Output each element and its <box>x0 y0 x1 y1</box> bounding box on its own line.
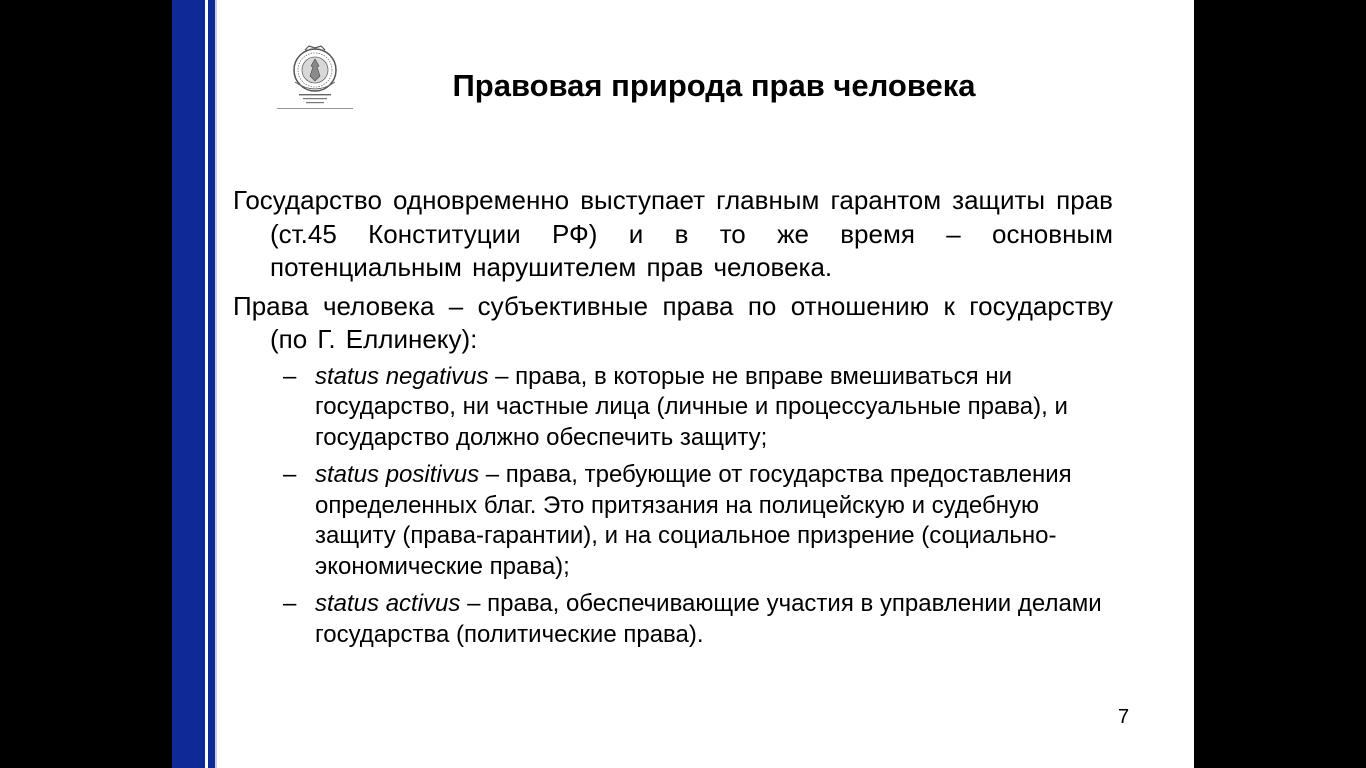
definition-status-activus: права, обеспечивающие участия в управлении делами государства (политические права). <box>315 590 1102 648</box>
slide-number: 7 <box>1118 706 1130 728</box>
term-status-positivus: status positivus <box>315 461 480 488</box>
term-separator: – <box>488 362 516 390</box>
list-dash: – <box>283 362 297 390</box>
slide <box>172 0 1194 768</box>
left-thin-stripe <box>208 0 215 768</box>
term-separator: – <box>460 590 488 617</box>
paragraph-subjective-rights: Права человека – субъективные права по отношению к государству (по Г. Еллинеку): <box>233 290 1113 354</box>
university-seal-icon <box>275 40 355 112</box>
left-blue-stripe <box>172 0 205 768</box>
term-status-activus: status activus <box>315 590 461 617</box>
list-item-status-activus <box>233 589 1113 650</box>
status-list <box>233 362 1113 651</box>
definition-status-negativus: права, в которые не вправе вмешиваться ни государство, ни частные лица (личные и процессуальные права), и государство должно обеспечить защиту; <box>315 362 1068 451</box>
list-dash: – <box>283 461 297 488</box>
stripe-edge <box>215 0 217 768</box>
slide-content <box>233 184 1113 657</box>
list-item-status-negativus <box>233 362 1113 454</box>
term-separator: – <box>479 461 506 488</box>
list-item-status-positivus <box>233 460 1113 582</box>
slide-title: Правовая природа прав человека <box>452 68 976 103</box>
definition-status-positivus: права, требующие от государства предоставления определенных благ. Это притязания на полицейскую и судебную защиту (права-гарантии), и на социальное призрение (социально-экономические права); <box>315 461 1072 580</box>
paragraph-state-guarantor: Государство одновременно выступает главным гарантом защиты прав (ст.45 Конституции РФ) и в то же время – основным потенциальным нарушителем прав человека. <box>233 185 1113 282</box>
term-status-negativus: status negativus <box>315 362 489 390</box>
list-dash: – <box>283 590 297 617</box>
